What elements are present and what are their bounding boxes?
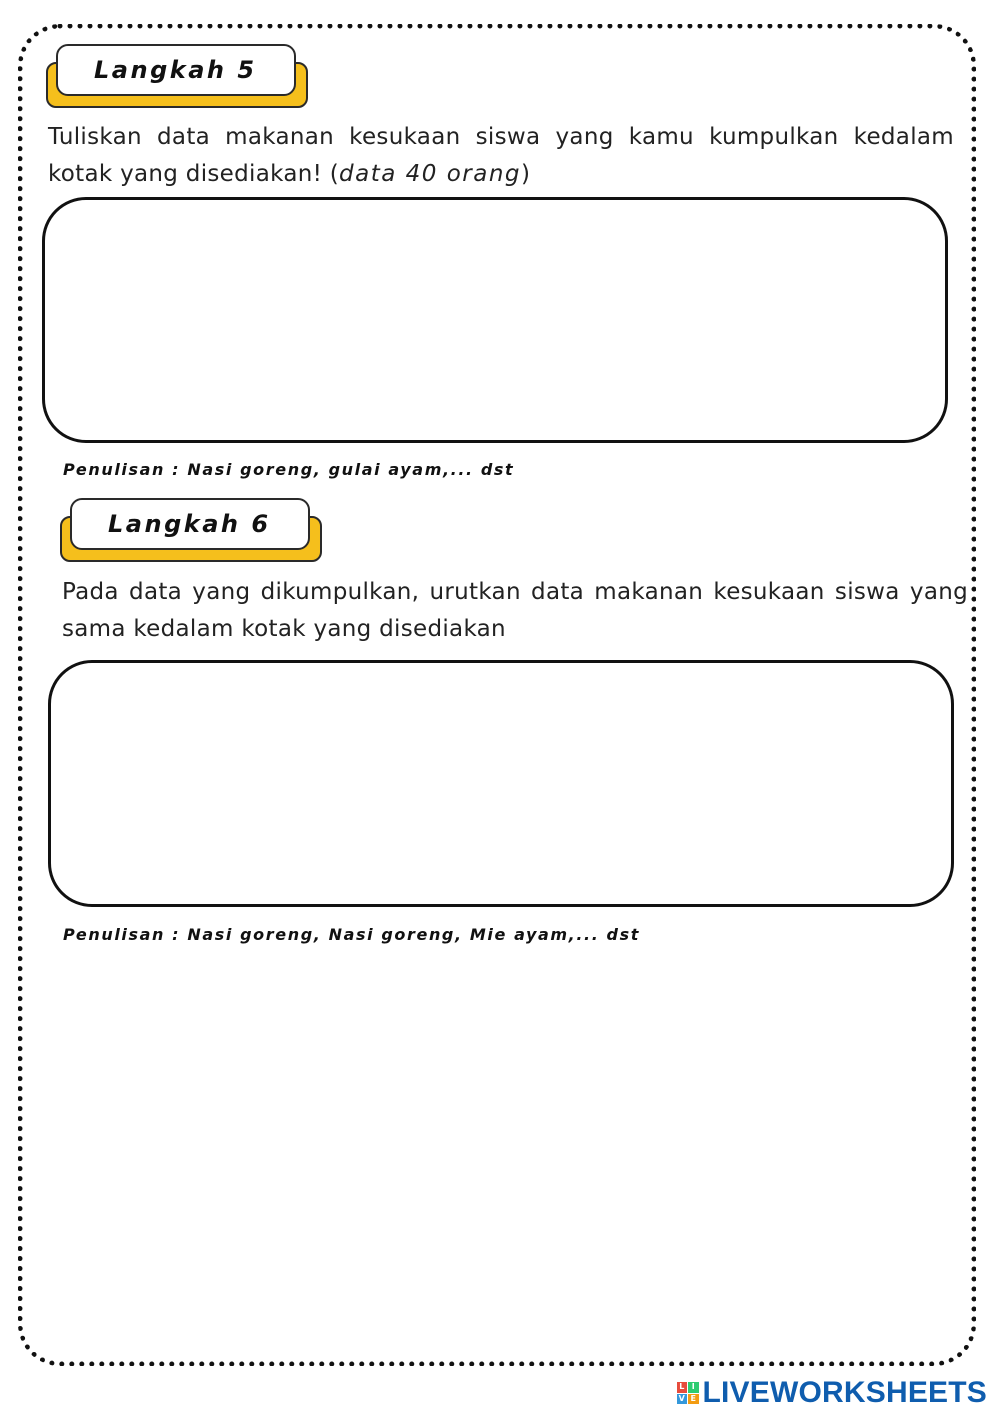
logo-letter-l: L <box>677 1382 688 1393</box>
step-6-title: Langkah 6 <box>70 498 310 550</box>
step-5-instruction <box>48 119 954 193</box>
step-6-answer-box[interactable] <box>48 660 954 907</box>
logo-letter-e: E <box>688 1394 699 1405</box>
liveworksheets-logo <box>677 1376 988 1410</box>
logo-letter-i: I <box>688 1382 699 1393</box>
liveworksheets-logo-text: LIVEWORKSHEETS <box>702 1376 987 1409</box>
step-5-hint: Penulisan : Nasi goreng, gulai ayam,... dst <box>63 460 515 479</box>
step-5-answer-box[interactable] <box>42 197 948 443</box>
step-5-instruction-end: ) <box>521 161 531 187</box>
step-5-instruction-note: data 40 orang <box>339 161 522 187</box>
liveworksheets-logo-icon <box>677 1382 699 1404</box>
step-6-hint: Penulisan : Nasi goreng, Nasi goreng, Mie ayam,... dst <box>63 925 640 944</box>
step-5-tag <box>46 44 310 110</box>
step-6-instruction: Pada data yang dikumpulkan, urutkan data makanan kesukaan siswa yang sama kedalam kotak yang disediakan <box>62 579 968 642</box>
logo-letter-v: V <box>677 1394 688 1405</box>
step-5-instruction-text: Tuliskan data makanan kesukaan siswa yang kamu kumpulkan kedalam kotak yang disediakan! ( <box>48 124 954 187</box>
step-5-title: Langkah 5 <box>56 44 296 96</box>
step-6-tag <box>60 498 324 564</box>
